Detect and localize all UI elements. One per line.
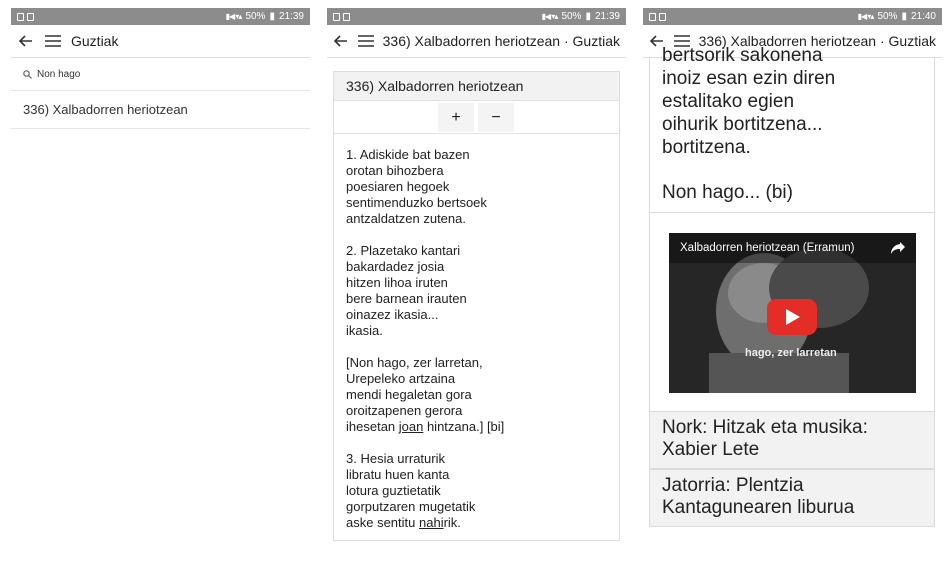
- clock: 21:39: [594, 11, 620, 22]
- chorus-line: Non hago... (bi): [662, 182, 793, 203]
- back-arrow-icon[interactable]: [333, 32, 349, 50]
- status-bar: [11, 8, 310, 25]
- phone-screen-details: [643, 8, 942, 538]
- notification-icon: [17, 13, 24, 21]
- lyric-line: [Non hago, zer larretan,: [346, 355, 483, 370]
- lyric-line: gorputzaren mugetatik: [346, 499, 476, 514]
- stanza-chorus: [346, 355, 619, 435]
- zoom-in-button[interactable]: +: [438, 103, 474, 132]
- notification-icon: [27, 13, 34, 21]
- lyric-line: [346, 515, 619, 531]
- stanza-1: [346, 147, 619, 227]
- lyric-text: rik.: [443, 515, 461, 530]
- lyric-line: bakardadez josia: [346, 259, 445, 274]
- menu-icon[interactable]: [44, 32, 62, 50]
- notification-icon: [659, 13, 666, 21]
- page-title: 336) Xalbadorren heriotzean · Guztiak: [382, 33, 620, 49]
- word-link[interactable]: joan: [398, 419, 424, 434]
- source-line: Kantagunearen liburua: [662, 497, 855, 518]
- details-content: [649, 45, 935, 538]
- clock: 21:40: [910, 11, 936, 22]
- back-arrow-icon[interactable]: [17, 32, 35, 50]
- lyric-line: 2. Plazetako kantari: [346, 243, 461, 258]
- battery-icon: ▮: [585, 11, 591, 22]
- status-bar: [643, 8, 942, 25]
- lyric-line: Urepeleko artzaina: [346, 371, 456, 386]
- battery-icon: ▮: [269, 11, 275, 22]
- status-bar: [327, 8, 626, 25]
- lyric-line: ikasia.: [346, 323, 383, 338]
- song-title: 336) Xalbadorren heriotzean: [334, 72, 619, 101]
- lyric-line: hitzen lihoa iruten: [346, 275, 448, 290]
- lyric-line: oroitzapenen gerora: [346, 403, 463, 418]
- source-line: Jatorria: Plentzia: [662, 475, 804, 496]
- lyric-text: aske sentitu: [346, 515, 419, 530]
- battery-level: 50%: [245, 11, 266, 22]
- signal-icon: ▮◀ ▾▴: [857, 12, 874, 21]
- lyric-line: estalitako egien: [662, 91, 795, 112]
- video-player[interactable]: [669, 233, 916, 393]
- lyric-text: ihesetan: [346, 419, 399, 434]
- search-input[interactable]: [11, 58, 310, 91]
- menu-icon[interactable]: [358, 32, 374, 50]
- author-line: Nork: Hitzak eta musika:: [662, 417, 868, 438]
- video-section: [649, 213, 935, 411]
- lyric-line: poesiaren hegoek: [346, 179, 450, 194]
- lyric-text: hintzana.] [bi]: [423, 419, 505, 434]
- status-indicators: [542, 11, 620, 22]
- notification-icons: [333, 13, 350, 21]
- stanza-2: [346, 243, 619, 339]
- video-caption: hago, zer larretan: [745, 347, 837, 359]
- lyric-line: inoiz esan ezin diren: [662, 68, 836, 89]
- lyric-line: oinazez ikasia...: [346, 307, 439, 322]
- author-info: [649, 411, 935, 469]
- app-bar: [11, 25, 310, 58]
- signal-icon: ▮◀ ▾▴: [541, 12, 558, 21]
- search-icon: [23, 70, 32, 79]
- lyric-line: sentimenduzko bertsoek: [346, 195, 487, 210]
- song-card: [333, 71, 620, 541]
- lyric-line: antzaldatzen zutena.: [346, 211, 466, 226]
- zoom-controls: [334, 101, 619, 134]
- lyrics-box: [649, 45, 935, 213]
- lyric-line: 1. Adiskide bat bazen: [346, 147, 470, 162]
- battery-icon: ▮: [901, 11, 907, 22]
- play-icon[interactable]: [767, 299, 817, 335]
- status-indicators: [858, 11, 936, 22]
- notification-icons: [17, 13, 34, 21]
- word-link[interactable]: nahi: [419, 515, 444, 530]
- lyric-line: 3. Hesia urraturik: [346, 451, 445, 466]
- lyric-line: bortitzena.: [662, 137, 751, 158]
- stanza-3: [346, 451, 619, 531]
- app-bar: [327, 25, 626, 58]
- notification-icon: [343, 13, 350, 21]
- notification-icon: [333, 13, 340, 21]
- notification-icons: [649, 13, 666, 21]
- page-title: Guztiak: [71, 33, 119, 49]
- notification-icon: [649, 13, 656, 21]
- lyric-line: [346, 419, 619, 435]
- lyrics-text: [334, 134, 619, 531]
- clock: 21:39: [278, 11, 304, 22]
- status-indicators: [226, 11, 304, 22]
- lyric-line: lotura guztietatik: [346, 483, 441, 498]
- author-line: Xabier Lete: [662, 439, 760, 460]
- page-title: 336) Xalbadorren heriotzean · Guztiak: [698, 33, 936, 49]
- lyrics-text: [662, 44, 835, 204]
- lyric-line: libratu huen kanta: [346, 467, 450, 482]
- lyric-line: bere barnean irauten: [346, 291, 467, 306]
- phone-screen-lyrics: [327, 8, 626, 538]
- lyric-line: bertsorik sakonena: [662, 45, 823, 66]
- lyric-line: oihurik bortitzena...: [662, 114, 823, 135]
- list-item[interactable]: 336) Xalbadorren heriotzean: [11, 91, 310, 129]
- share-icon[interactable]: [890, 241, 906, 255]
- lyric-line: orotan bihozbera: [346, 163, 444, 178]
- video-title: Xalbadorren heriotzean (Erramun): [680, 242, 855, 254]
- zoom-out-button[interactable]: −: [478, 103, 514, 132]
- signal-icon: ▮◀ ▾▴: [225, 12, 242, 21]
- source-info: [649, 469, 935, 527]
- lyric-line: mendi hegaletan gora: [346, 387, 472, 402]
- battery-level: 50%: [561, 11, 582, 22]
- battery-level: 50%: [877, 11, 898, 22]
- search-value: Non hago: [37, 68, 81, 80]
- phone-screen-list: [11, 8, 310, 538]
